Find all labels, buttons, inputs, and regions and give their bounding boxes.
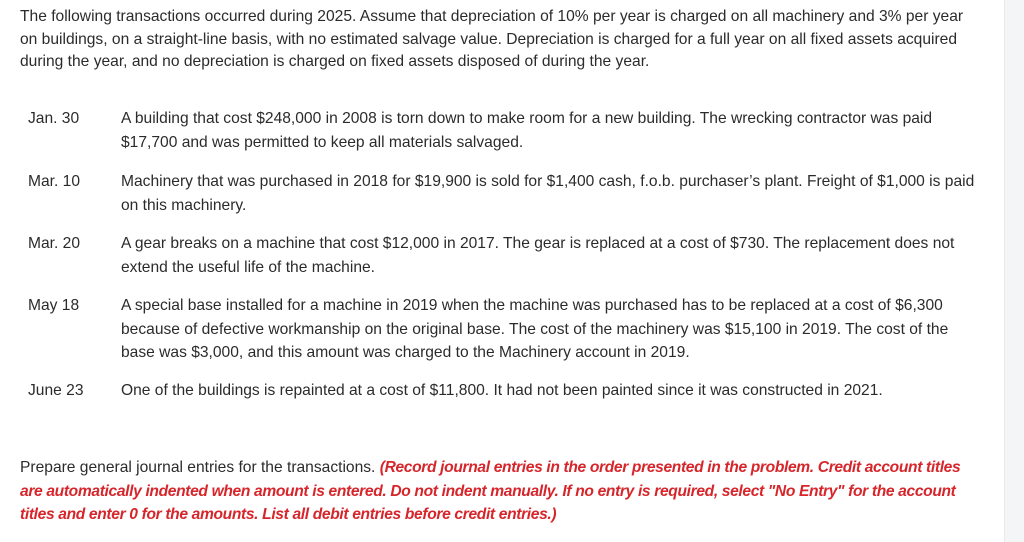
transaction-description: One of the buildings is repainted at a cost of $11,800. It had not been painted since it was constructed in 2021. — [121, 382, 883, 399]
instructions-emphasis: (Record journal entries in the order presented in the problem. Credit account titles are automatically indented when amount is entered. Do not indent manually. If no entry is required, select "No Entry" for the account titles and enter 0 for the amounts. List all debit entries before credit entries.) — [20, 459, 961, 523]
instructions-lead: Prepare general journal entries for the transactions. — [20, 459, 380, 476]
transaction-date: June 23 — [28, 382, 84, 399]
transaction-date: Jan. 30 — [28, 110, 80, 127]
problem-intro: The following transactions occurred during 2025. Assume that depreciation of 10% per year is charged on all machinery and 3% per year on buildings, on a straight-line basis, with no estimated salvage value. Depreciation is charged for a full year on all fixed assets acquired during the year, and no depreciation is charged on fixed assets disposed of during the year. — [20, 8, 964, 70]
instructions — [20, 456, 980, 527]
transaction-description: A special base installed for a machine in 2019 when the machine was purchased has to be replaced at a cost of $6,300 because of defective workmanship on the original base. The cost of the machinery was $15,100 in 2019. The cost of the base was $3,000, and this amount was charged to the Machinery account in 2019. — [121, 297, 949, 361]
transaction-description: A gear breaks on a machine that cost $12,000 in 2017. The gear is replaced at a cost of $730. The replacement does not extend the useful life of the machine. — [121, 235, 955, 276]
transaction-description: Machinery that was purchased in 2018 for $19,900 is sold for $1,400 cash, f.o.b. purchaser’s plant. Freight of $1,000 is paid on this machinery. — [121, 173, 975, 214]
transaction-date: Mar. 20 — [28, 235, 81, 252]
transaction-description: A building that cost $248,000 in 2008 is torn down to make room for a new building. The wrecking contractor was paid $17,700 and was permitted to keep all materials salvaged. — [121, 110, 933, 151]
transaction-date: May 18 — [28, 297, 80, 314]
transaction-date: Mar. 10 — [28, 173, 81, 190]
right-margin-panel — [1004, 0, 1024, 542]
